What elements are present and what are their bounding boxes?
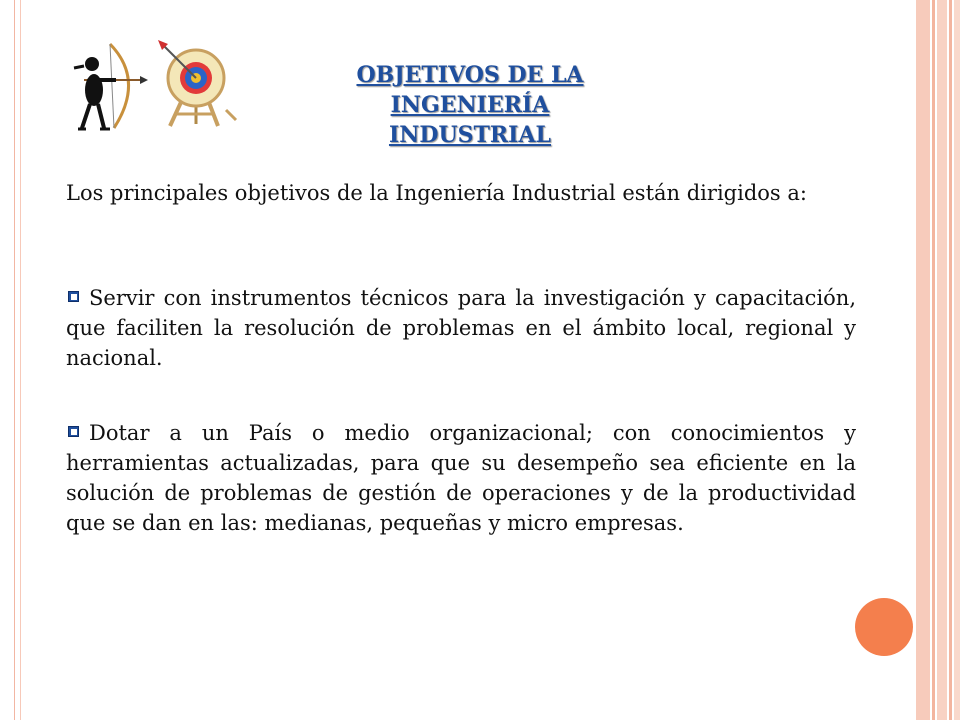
target-icon xyxy=(152,38,240,130)
bullet-item xyxy=(66,418,856,538)
orange-dot-decoration xyxy=(855,598,913,656)
left-frame-line xyxy=(20,0,21,720)
bullet-text: Dotar a un País o medio organizacional; con conocimientos y herramientas actualizadas, para que su desempeño sea eficiente en la solución de problemas de gestión de operaciones y de la productividad que se dan en las: medianas, pequeñas y micro empresas. xyxy=(66,421,856,535)
left-frame-line xyxy=(14,0,15,720)
title-line-1: OBJETIVOS DE LA INGENIERÍA xyxy=(356,62,584,118)
bullet-item xyxy=(66,283,856,373)
slide-title xyxy=(280,60,660,150)
right-decorative-band xyxy=(937,0,947,720)
bullet-text: Servir con instrumentos técnicos para la investigación y capacitación, que faciliten la resolución de problemas en el ámbito local, regional y nacional. xyxy=(66,286,856,370)
right-decorative-band xyxy=(949,0,952,720)
right-decorative-band xyxy=(954,0,960,720)
right-decorative-band xyxy=(916,0,930,720)
checkbox-bullet-icon xyxy=(68,291,79,302)
intro-paragraph: Los principales objetivos de la Ingeniería Industrial están dirigidos a: xyxy=(66,181,807,205)
checkbox-bullet-icon xyxy=(68,426,79,437)
right-decorative-band xyxy=(932,0,935,720)
title-line-2: INDUSTRIAL xyxy=(388,122,552,148)
archer-icon xyxy=(70,40,150,135)
